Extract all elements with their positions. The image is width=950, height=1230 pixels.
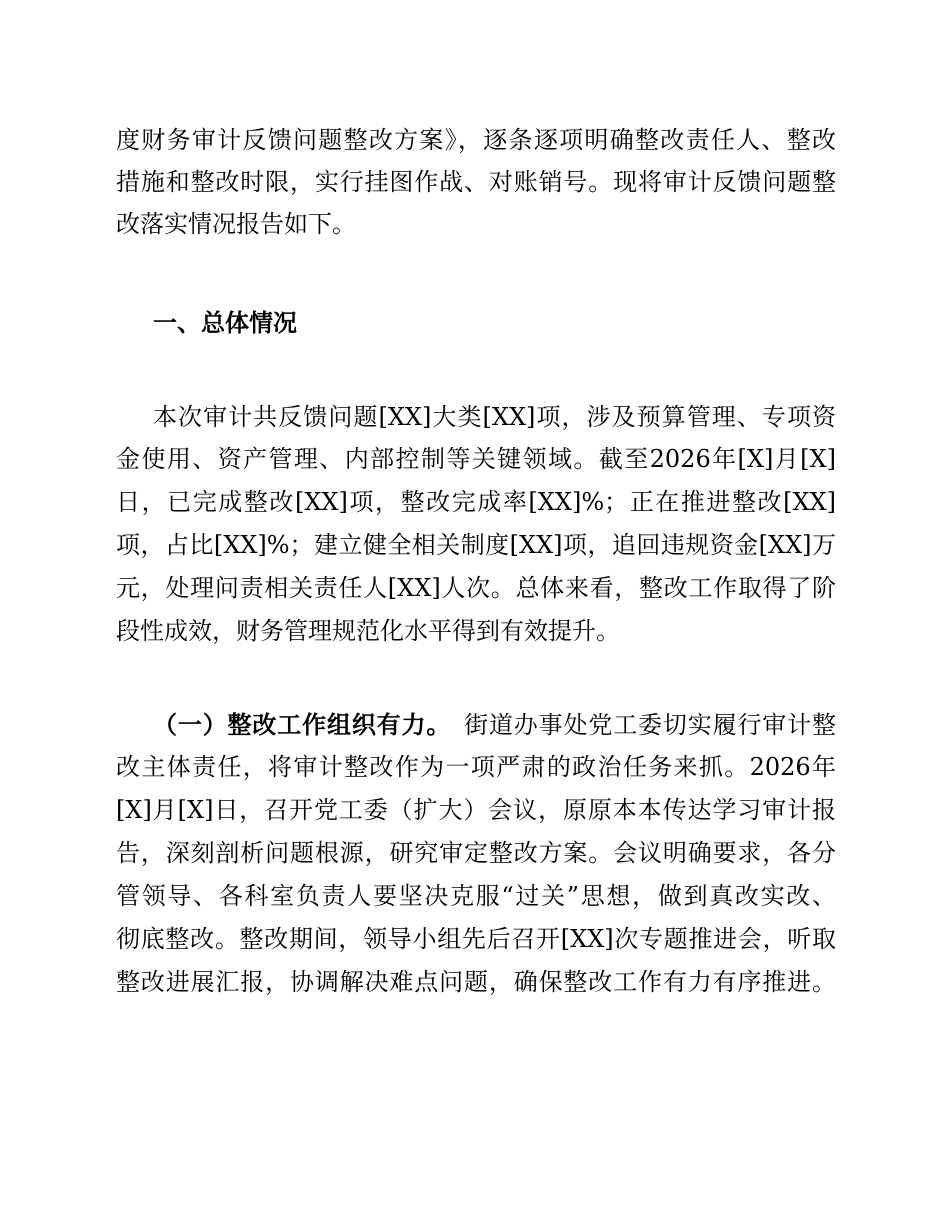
section1-line-6: 段性成效，财务管理规范化水平得到有效提升。 <box>116 617 620 645</box>
subsection1-first-line <box>153 709 836 741</box>
subsection1-line-5: 管领导、各科室负责人要坚决克服“过关”思想，做到真改实改、 <box>116 882 836 910</box>
subsection1-line-4: 告，深刻剖析问题根源，研究审定整改方案。会议明确要求，各分 <box>116 839 836 867</box>
intro-line-1: 度财务审计反馈问题整改方案》，逐条逐项明确整改责任人、整改 <box>116 126 836 154</box>
section1-line-5: 元，处理问责相关责任人[XX]人次。总体来看，整改工作取得了阶 <box>116 574 836 602</box>
subsection1-line-3: [X]月[X]日，召开党工委（扩大）会议，原原本本传达学习审计报 <box>116 796 836 824</box>
subsection1-line-7: 整改进展汇报，协调解决难点问题，确保整改工作有力有序推进。 <box>116 968 836 996</box>
section-heading-overall: 一、总体情况 <box>153 308 297 337</box>
subsection1-first-line-text: 街道办事处党工委切实履行审计整 <box>463 711 836 739</box>
section1-line-1: 本次审计共反馈问题[XX]大类[XX]项，涉及预算管理、专项资 <box>153 403 836 431</box>
section1-line-3: 日，已完成整改[XX]项，整改完成率[XX]%；正在推进整改[XX] <box>116 488 836 516</box>
subsection1-line-6: 彻底整改。整改期间，领导小组先后召开[XX]次专题推进会，听取 <box>116 925 836 953</box>
intro-line-2: 措施和整改时限，实行挂图作战、对账销号。现将审计反馈问题整 <box>116 168 836 196</box>
subsection1-title: （一）整改工作组织有力。 <box>153 710 452 739</box>
intro-line-3: 改落实情况报告如下。 <box>116 210 356 238</box>
section1-line-4: 项，占比[XX]%；建立健全相关制度[XX]项，追回违规资金[XX]万 <box>116 531 836 559</box>
subsection1-line-2: 改主体责任，将审计整改作为一项严肃的政治任务来抓。2026年 <box>116 753 836 781</box>
section1-line-2: 金使用、资产管理、内部控制等关键领域。截至2026年[X]月[X] <box>116 445 836 473</box>
